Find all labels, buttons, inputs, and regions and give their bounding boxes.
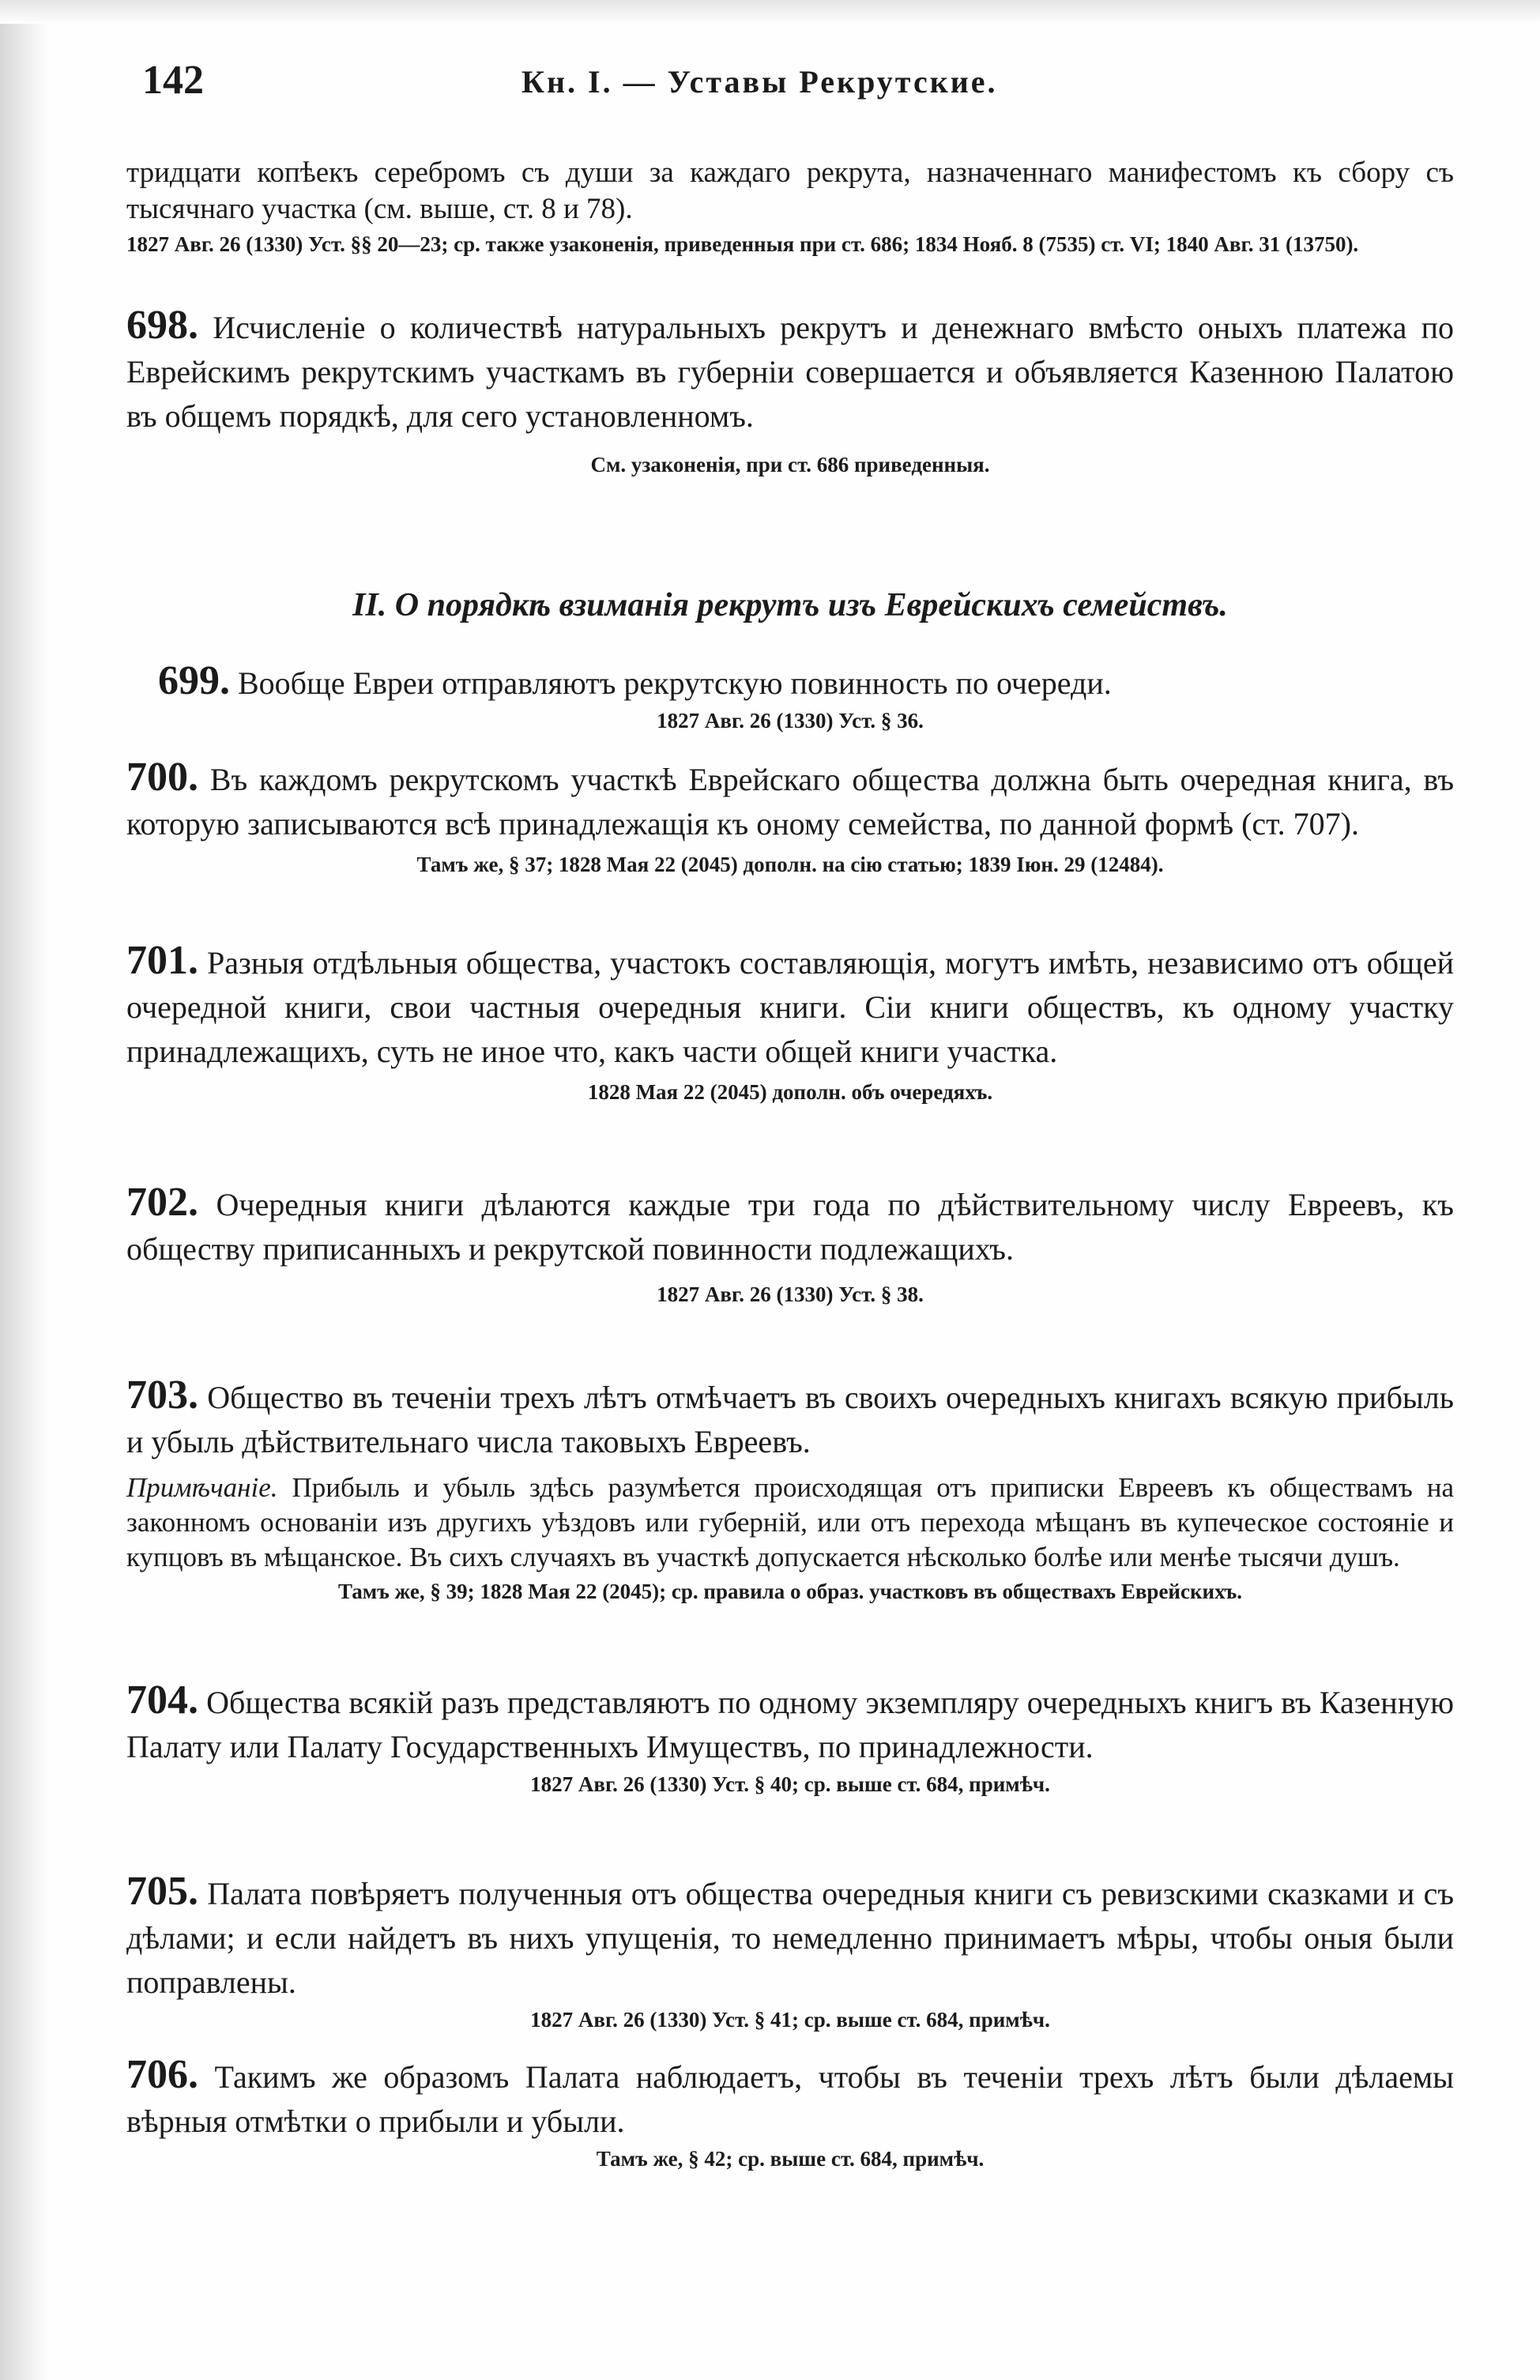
note-label: Примѣчаніе. (126, 1472, 278, 1503)
article-text: Очередныя книги дѣлаются каждые три года по дѣйствительному числу Евреевъ, къ обществу приписанныхъ и рекрутской повинности подлежащихъ. (126, 1187, 1454, 1267)
running-head: Кн. I. — Уставы Рекрутские. (521, 64, 998, 100)
article-note (126, 1471, 1454, 1575)
article-ref: 1827 Авг. 26 (1330) Уст. § 38. (657, 1282, 924, 1306)
article-number: 706. (126, 2052, 198, 2097)
page-header (142, 57, 1462, 112)
article-705 (126, 1870, 1454, 2033)
article-number: 700. (126, 755, 198, 800)
article-702 (126, 1181, 1454, 1308)
article-number: 701. (126, 938, 198, 983)
article-698 (126, 303, 1454, 478)
article-ref: 1828 Мая 22 (2045) дополн. объ очередяхъ. (587, 1080, 993, 1104)
article-ref: 1827 Авг. 26 (1330) Уст. § 40; ср. выше ст. 684, примѣч. (530, 1772, 1050, 1796)
article-ref: 1827 Авг. 26 (1330) Уст. § 41; ср. выше ст. 684, примѣч. (530, 2008, 1050, 2032)
article-703 (126, 1373, 1454, 1605)
article-number: 698. (126, 303, 198, 348)
article-706 (126, 2053, 1454, 2172)
article-number: 702. (126, 1180, 198, 1225)
continuation-text: тридцати копѣекъ серебромъ съ души за каждаго рекрута, назначеннаго манифестомъ къ сбору съ тысячнаго участка (см. выше, ст. 8 и 78). (126, 156, 1454, 225)
article-number: 705. (126, 1869, 198, 1914)
section-subheading: II. О порядкѣ взиманія рекрутъ изъ Еврейскихъ семействъ. (352, 587, 1228, 623)
continuation-ref: 1827 Авг. 26 (1330) Уст. §§ 20—23; ср. также узаконенія, приведенныя при ст. 686; 1834 Нояб. 8 (7535) ст. VI; 1840 Авг. 31 (13750). (126, 232, 1359, 256)
article-text: Палата повѣряетъ полученныя отъ общества очередныя книги съ ревизскими сказками и съ дѣлами; и если найдетъ въ нихъ упущенія, то немедленно принимаетъ мѣры, чтобы оныя были поправлены. (126, 1876, 1454, 2000)
page-top-shadow (0, 0, 1540, 24)
note-text: Прибыль и убыль здѣсь разумѣется происходящая отъ приписки Евреевъ къ обществамъ на законномъ основаніи изъ другихъ уѣздовъ или губерній, или отъ перехода мѣщанъ въ купеческое состояніе и купцовъ въ мѣщанское. Въ сихъ случаяхъ въ участкѣ допускается нѣсколько болѣе или менѣе тысячи душъ. (126, 1472, 1454, 1572)
article-text: Общества всякій разъ представляютъ по одному экземпляру очередныхъ книгъ въ Казенную Палату или Палату Государственныхъ Имуществъ, по принадлежности. (126, 1685, 1455, 1764)
article-text: Вообще Евреи отправляютъ рекрутскую повинность по очереди. (238, 665, 1112, 701)
section-subheading-block (126, 586, 1454, 624)
article-text: Такимъ же образомъ Палата наблюдаетъ, чтобы въ теченіи трехъ лѣтъ были дѣлаемы вѣрныя отмѣтки о прибыли и убыли. (126, 2059, 1455, 2139)
article-701 (126, 939, 1454, 1105)
article-text: Исчисленіе о количествѣ натуральныхъ рекрутъ и денежнаго вмѣсто оныхъ платежа по Еврейскимъ рекрутскимъ участкамъ въ губерніи совершается и объявляется Казенною Палатою въ общемъ порядкѣ, для сего установленномъ. (126, 310, 1454, 434)
article-ref: Тамъ же, § 39; 1828 Мая 22 (2045); ср. правила о образ. участковъ въ обществахъ Еврейскихъ. (337, 1580, 1243, 1603)
article-number: 703. (126, 1373, 198, 1418)
article-number: 699. (158, 658, 230, 703)
page-number: 142 (142, 58, 204, 103)
page-edge-shadow (0, 0, 47, 2380)
article-text: Общество въ теченіи трехъ лѣтъ отмѣчаетъ въ своихъ очередныхъ книгахъ всякую прибыль и убыль дѣйствительнаго числа таковыхъ Евреевъ. (126, 1380, 1455, 1459)
article-ref: Тамъ же, § 37; 1828 Мая 22 (2045) дополн. на сію статью; 1839 Іюн. 29 (12484). (416, 853, 1164, 876)
continuation-block (126, 155, 1454, 258)
article-700 (126, 755, 1454, 878)
article-ref: Тамъ же, § 42; ср. выше ст. 684, примѣч. (596, 2147, 985, 2171)
article-text: Въ каждомъ рекрутскомъ участкѣ Еврейскаго общества должна быть очередная книга, въ которую записываются всѣ принадлежащія къ оному семейства, по данной формѣ (ст. 707). (126, 762, 1454, 842)
article-text: Разныя отдѣльныя общества, участокъ составляющія, могутъ имѣть, независимо отъ общей очередной книги, свои частныя очередныя книги. Сіи книги обществъ, къ одному участку принадлежащихъ, суть не иное что, какъ части общей книги участка. (126, 945, 1455, 1069)
article-ref: 1827 Авг. 26 (1330) Уст. § 36. (657, 709, 924, 732)
article-699 (126, 659, 1454, 734)
article-ref: См. узаконенія, при ст. 686 приведенныя. (590, 453, 990, 476)
article-number: 704. (126, 1678, 198, 1723)
article-704 (126, 1678, 1454, 1798)
